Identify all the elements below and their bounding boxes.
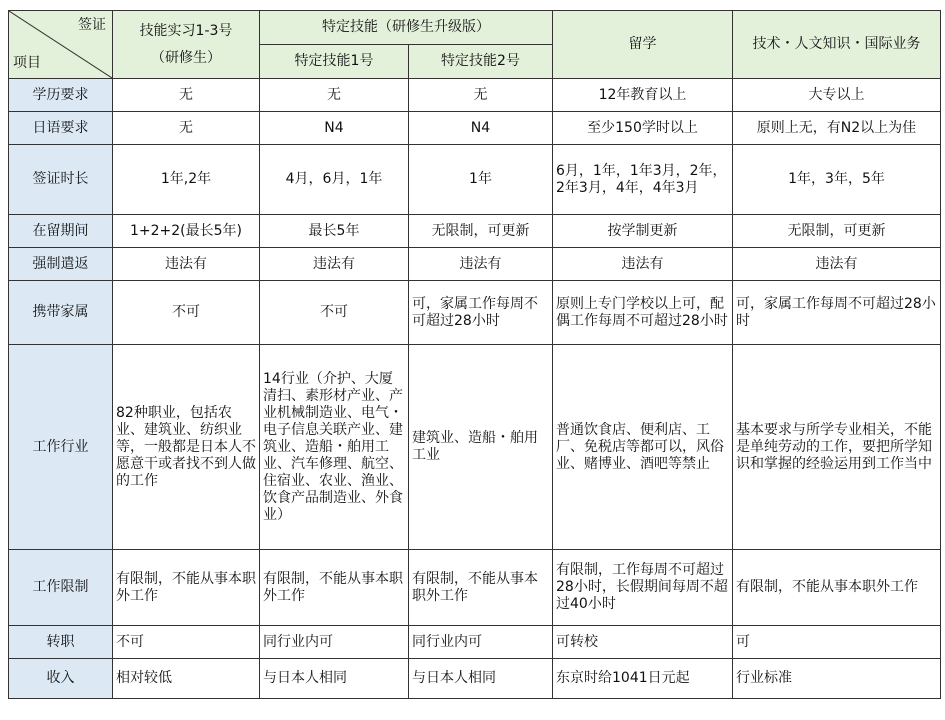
- table-cell: 违法有: [553, 248, 733, 281]
- table-cell: 至少150学时以上: [553, 112, 733, 145]
- table-cell: 有限制，不能从事本职外工作: [113, 550, 260, 626]
- table-cell: 行业标准: [733, 659, 941, 699]
- table-cell: 基本要求与所学专业相关，不能是单纯劳动的工作，要把所学知识和掌握的经验运用到工作当中: [733, 345, 941, 550]
- table-row: [9, 145, 941, 215]
- header-technical-intern-line1: 技能实习1-3号: [139, 22, 233, 39]
- table-cell: 不可: [113, 626, 260, 659]
- header-specified-skilled-2: 特定技能2号: [409, 45, 553, 79]
- table-cell: 1年: [409, 145, 553, 215]
- table-cell: 4月，6月，1年: [260, 145, 409, 215]
- table-cell: 不可: [113, 281, 260, 345]
- table-cell: 无: [260, 79, 409, 112]
- table-cell: 同行业内可: [409, 626, 553, 659]
- corner-visa-label: 签证: [78, 17, 106, 33]
- table-cell: 与日本人相同: [409, 659, 553, 699]
- table-row: [9, 345, 941, 550]
- table-cell: 与日本人相同: [260, 659, 409, 699]
- table-cell: 无: [113, 79, 260, 112]
- table-cell: 有限制，工作每周不可超过28小时，长假期间每周不超过40小时: [553, 550, 733, 626]
- header-technical-intern-line2: （研修生）: [151, 49, 221, 66]
- table-row: [9, 550, 941, 626]
- visa-comparison-table: [8, 10, 941, 699]
- table-row: [9, 659, 941, 699]
- header-tech-humanities: 技术・人文知识・国际业务: [733, 11, 941, 79]
- header-specified-skilled-1: 特定技能1号: [260, 45, 409, 79]
- table-cell: N4: [409, 112, 553, 145]
- table-row: [9, 79, 941, 112]
- table-cell: 建筑业、造船・舶用工业: [409, 345, 553, 550]
- row-label: 转职: [9, 626, 113, 659]
- row-label: 工作行业: [9, 345, 113, 550]
- row-label: 携带家属: [9, 281, 113, 345]
- row-label: 工作限制: [9, 550, 113, 626]
- table-cell: 有限制，不能从事本职外工作: [409, 550, 553, 626]
- corner-header-cell: [9, 11, 113, 79]
- table-cell: 有限制，不能从事本职外工作: [733, 550, 941, 626]
- row-label: 强制遣返: [9, 248, 113, 281]
- table-cell: 大专以上: [733, 79, 941, 112]
- table-cell: 无: [113, 112, 260, 145]
- table-cell: 违法有: [113, 248, 260, 281]
- table-cell: 可转校: [553, 626, 733, 659]
- table-row: [9, 626, 941, 659]
- row-label: 日语要求: [9, 112, 113, 145]
- table-cell: 有限制，不能从事本职外工作: [260, 550, 409, 626]
- table-cell: 12年教育以上: [553, 79, 733, 112]
- table-cell: 最长5年: [260, 215, 409, 248]
- table-cell: 普通饮食店、便利店、工厂、免税店等都可以，风俗业、赌博业、酒吧等禁止: [553, 345, 733, 550]
- table-cell: 可，家属工作每周不可超过28小时: [409, 281, 553, 345]
- table-row: [9, 215, 941, 248]
- table-cell: 1年,2年: [113, 145, 260, 215]
- table-cell: 6月，1年，1年3月，2年，2年3月，4年，4年3月: [553, 145, 733, 215]
- row-label: 学历要求: [9, 79, 113, 112]
- table-cell: 无: [409, 79, 553, 112]
- table-cell: 同行业内可: [260, 626, 409, 659]
- table-cell: 原则上专门学校以上可，配偶工作每周不可超过28小时: [553, 281, 733, 345]
- table-cell: 无限制，可更新: [733, 215, 941, 248]
- row-label: 在留期间: [9, 215, 113, 248]
- table-row: [9, 281, 941, 345]
- table-cell: 违法有: [733, 248, 941, 281]
- table-cell: 可，家属工作每周不可超过28小时: [733, 281, 941, 345]
- row-label: 收入: [9, 659, 113, 699]
- table-cell: 违法有: [260, 248, 409, 281]
- table-row: [9, 248, 941, 281]
- table-cell: 东京时给1041日元起: [553, 659, 733, 699]
- table-cell: 按学制更新: [553, 215, 733, 248]
- table-cell: 82种职业，包括农业、建筑业、纺织业等，一般都是日本人不愿意干或者找不到人做的工作: [113, 345, 260, 550]
- table-cell: 14行业（介护、大厦清扫、素形材产业、产业机械制造业、电气・电子信息关联产业、建筑业、造船・舶用工业、汽车修理、航空、住宿业、农业、渔业、饮食产品制造业、外食业）: [260, 345, 409, 550]
- table-cell: 违法有: [409, 248, 553, 281]
- table-cell: 原则上无，有N2以上为佳: [733, 112, 941, 145]
- table-cell: N4: [260, 112, 409, 145]
- table-cell: 1年，3年，5年: [733, 145, 941, 215]
- table-cell: 无限制，可更新: [409, 215, 553, 248]
- table-row: [9, 112, 941, 145]
- corner-item-label: 项目: [13, 55, 41, 71]
- table-cell: 相对较低: [113, 659, 260, 699]
- table-cell: 不可: [260, 281, 409, 345]
- table-cell: 可: [733, 626, 941, 659]
- header-study-abroad: 留学: [553, 11, 733, 79]
- row-label: 签证时长: [9, 145, 113, 215]
- header-specified-skilled-group: 特定技能（研修生升级版）: [260, 11, 553, 45]
- header-technical-intern: [113, 11, 260, 79]
- table-cell: 1+2+2(最长5年): [113, 215, 260, 248]
